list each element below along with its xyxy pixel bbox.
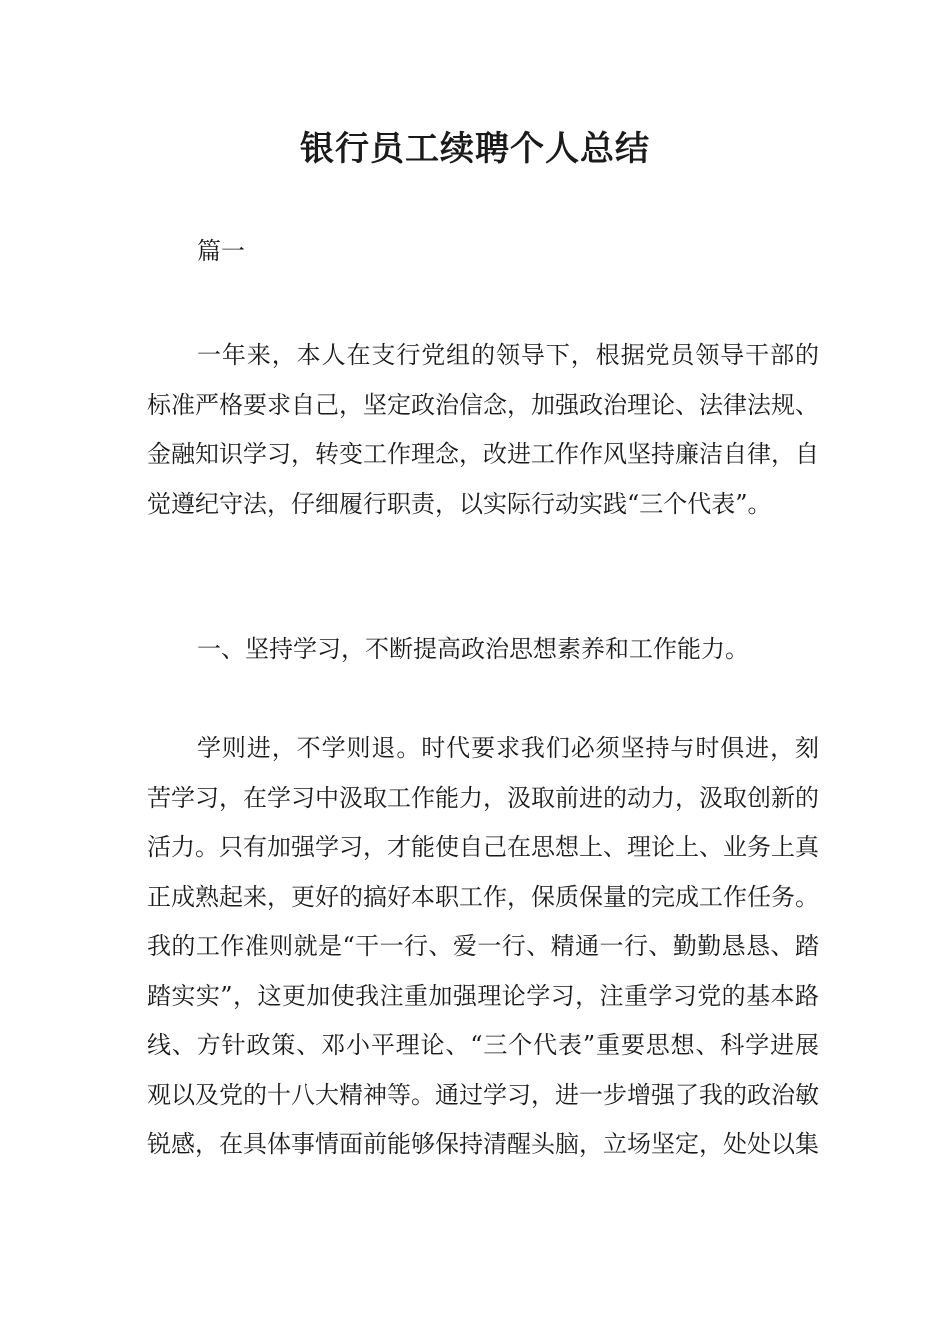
section-heading: 一、坚持学习，不断提高政治思想素养和工作能力。 [197,635,749,663]
document-title: 银行员工续聘个人总结 [300,129,650,169]
body-paragraph: 学则进，不学则退。时代要求我们必须坚持与时俱进，刻苦学习，在学习中汲取工作能力，汲取前进的动力，汲取创新的活力。只有加强学习，才能使自己在思想上、理论上、业务上真正成熟起来，更好的搞好本职工作，保质保量的完成工作任务。我的工作准则就是“干一行、爱一行、精通一行、勤勤恳恳、踏踏实实”，这更加使我注重加强理论学习，注重学习党的基本路线、方针政策、邓小平理论、“三个代表”重要思想、科学进展观以及党的十八大精神等。通过学习，进一步增强了我的政治敏锐感，在具体事情面前能够保持清醒头脑，立场坚定，处处以集 [147,734,819,1158]
section-label: 篇一 [197,237,245,265]
intro-paragraph: 一年来，本人在支行党组的领导下，根据党员领导干部的标准严格要求自己，坚定政治信念，加强政治理论、法律法规、金融知识学习，转变工作理念，改进工作作风坚持廉洁自律，自觉遵纪守法，仔细履行职责，以实际行动实践“三个代表”。 [147,341,819,518]
